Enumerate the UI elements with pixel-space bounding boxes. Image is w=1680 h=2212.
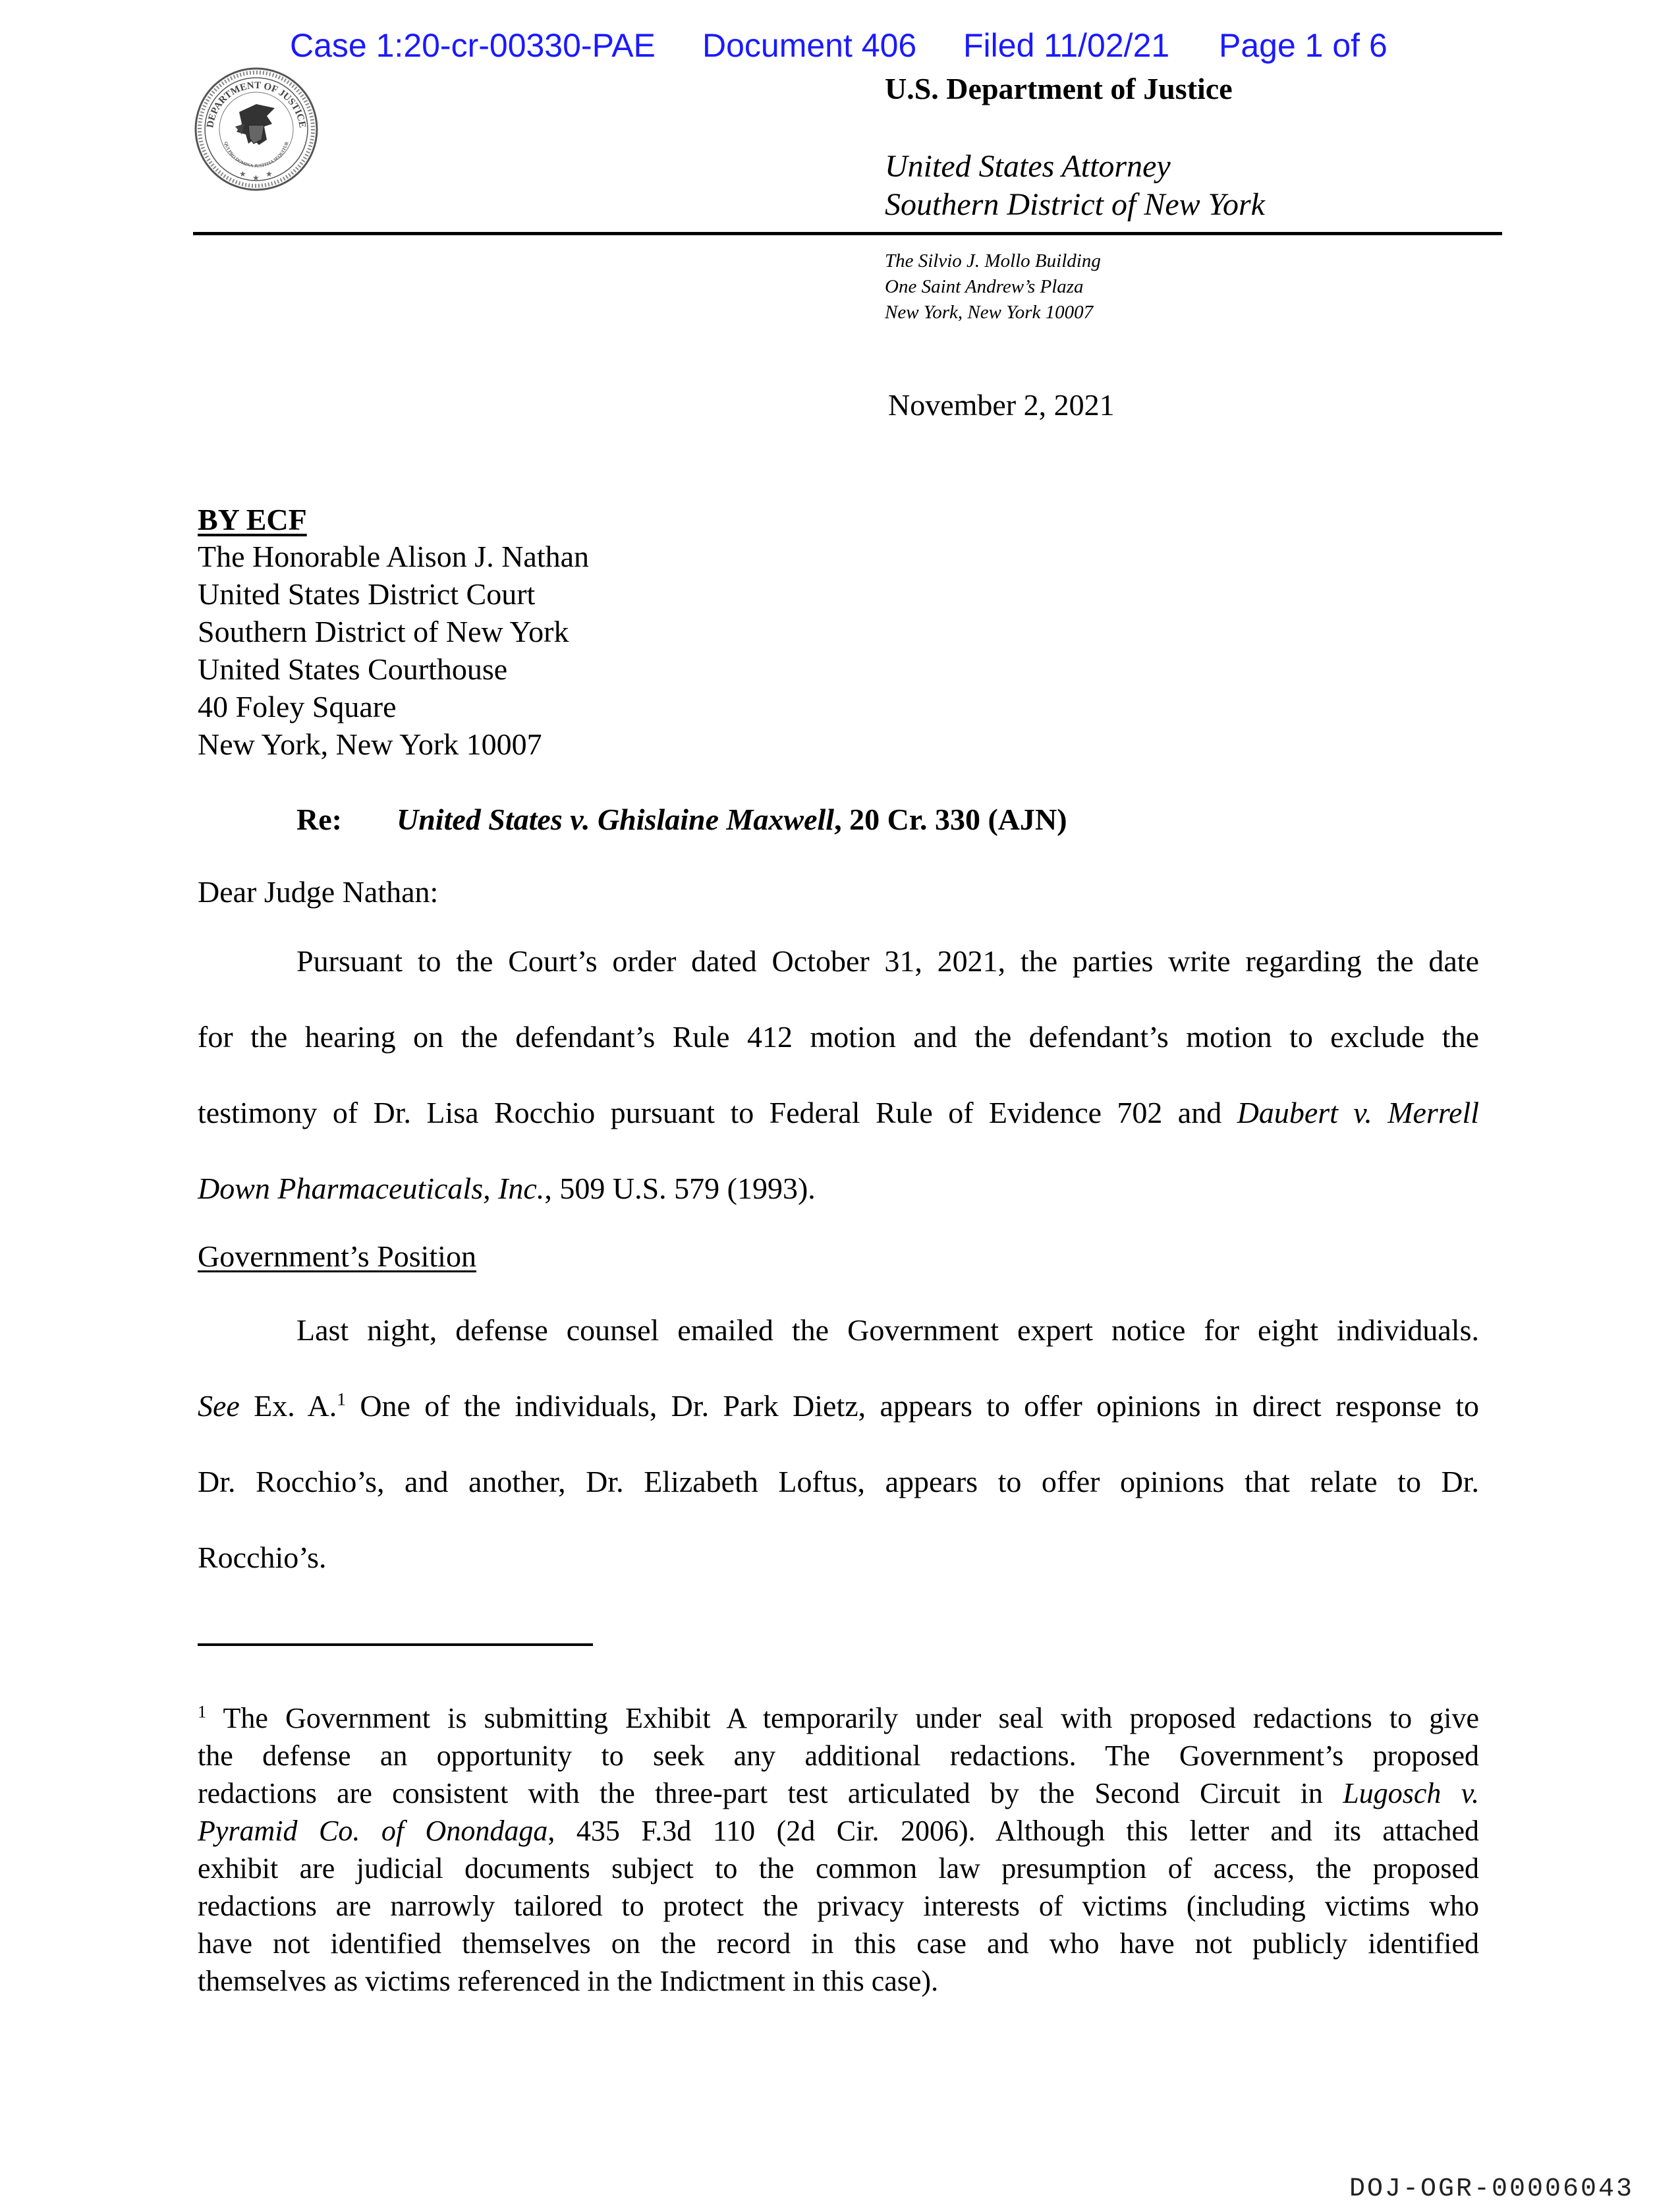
office-title: United States Attorney (885, 149, 1171, 184)
letter-date: November 2, 2021 (888, 388, 1115, 422)
footnote-line: $^1$ The Government is submitting Exhibit A temporarily under seal with proposed redactions to give (198, 1701, 1479, 1734)
body-line: Pursuant to the Court’s order dated October 31, 2021, the parties write regarding the date (296, 944, 1479, 978)
body-line: Dr. Rocchio’s, and another, Dr. Elizabeth Loftus, appears to offer opinions that relate to Dr. (198, 1465, 1479, 1498)
doj-seal-icon (193, 66, 320, 192)
body-line: for the hearing on the defendant’s Rule 412 motion and the defendant’s motion to exclude the (198, 1020, 1479, 1054)
bates-number: DOJ-OGR-00006043 (1349, 2174, 1634, 2204)
footnote-line: Pyramid Co. of Onondaga, 435 F.3d 110 (2d Cir. 2006). Although this letter and its attached (198, 1815, 1479, 1847)
page-count: Page 1 of 6 (1219, 27, 1387, 64)
case-number: , 20 Cr. 330 (AJN) (834, 803, 1067, 836)
office-address-line: The Silvio J. Mollo Building (885, 250, 1101, 271)
salutation: Dear Judge Nathan: (198, 875, 439, 909)
svg-text:QUI PRO DOMINA JUSTITIA SEQUIT: QUI PRO DOMINA JUSTITIA SEQUITUR (223, 141, 290, 169)
delivery-method: BY ECF (198, 503, 307, 536)
case-citation: Down Pharmaceuticals, Inc. (198, 1172, 545, 1205)
footnote-line: redactions are narrowly tailored to protect the privacy interests of victims (including victims who (198, 1890, 1479, 1922)
recipient-line: The Honorable Alison J. Nathan (198, 540, 590, 573)
svg-text:★: ★ (266, 169, 273, 179)
body-line: testimony of Dr. Lisa Rocchio pursuant to Federal Rule of Evidence 702 and Daubert v. Merrell (198, 1096, 1480, 1129)
department-name: U.S. Department of Justice (885, 72, 1233, 105)
svg-text:★: ★ (252, 173, 260, 183)
recipient-line: Southern District of New York (198, 615, 569, 648)
section-heading: Government’s Position (198, 1239, 476, 1273)
body-line: See Ex. A.$^1$ One of the individuals, Dr. Park Dietz, appears to offer opinions in direct response to (198, 1388, 1480, 1423)
re-subject (397, 802, 1067, 837)
office-address-line: One Saint Andrew’s Plaza (885, 276, 1084, 297)
office-district: Southern District of New York (885, 187, 1265, 222)
body-line: Down Pharmaceuticals, Inc., 509 U.S. 579 (1993). (198, 1172, 816, 1205)
recipient-line: United States District Court (198, 577, 536, 611)
case-name: United States v. Ghislaine Maxwell (397, 803, 835, 836)
footnote-marker: 1 (198, 1701, 207, 1722)
footnote-separator (198, 1643, 593, 1646)
document-number: Document 406 (702, 27, 917, 64)
case-citation: Daubert v. Merrell (1237, 1096, 1480, 1129)
case-number: Case 1:20-cr-00330-PAE (290, 27, 656, 64)
recipient-line: New York, New York 10007 (198, 727, 542, 761)
footnote-ref[interactable]: 1 (337, 1388, 347, 1409)
footnote-line: themselves as victims referenced in the Indictment in this case). (198, 1965, 939, 1997)
footnote-line: the defense an opportunity to seek any additional redactions. The Government’s proposed (198, 1740, 1479, 1772)
body-line: Rocchio’s. (198, 1541, 327, 1574)
office-address-line: New York, New York 10007 (885, 302, 1094, 323)
letterhead-rule (193, 232, 1502, 235)
footnote-line: redactions are consistent with the three-part test articulated by the Second Circuit in Lugosch v. (198, 1777, 1479, 1809)
body-line: Last night, defense counsel emailed the Government expert notice for eight individuals. (296, 1313, 1479, 1347)
svg-text:DEPARTMENT OF JUSTICE: DEPARTMENT OF JUSTICE (205, 80, 308, 129)
re-label: Re: (296, 803, 342, 836)
svg-text:★: ★ (239, 169, 246, 179)
recipient-line: 40 Foley Square (198, 690, 397, 723)
recipient-line: United States Courthouse (198, 652, 508, 686)
footnote-line: exhibit are judicial documents subject to the common law presumption of access, the proposed (198, 1852, 1479, 1885)
filed-date: Filed 11/02/21 (963, 27, 1170, 64)
footnote-line: have not identified themselves on the record in this case and who have not publicly identified (198, 1927, 1479, 1960)
